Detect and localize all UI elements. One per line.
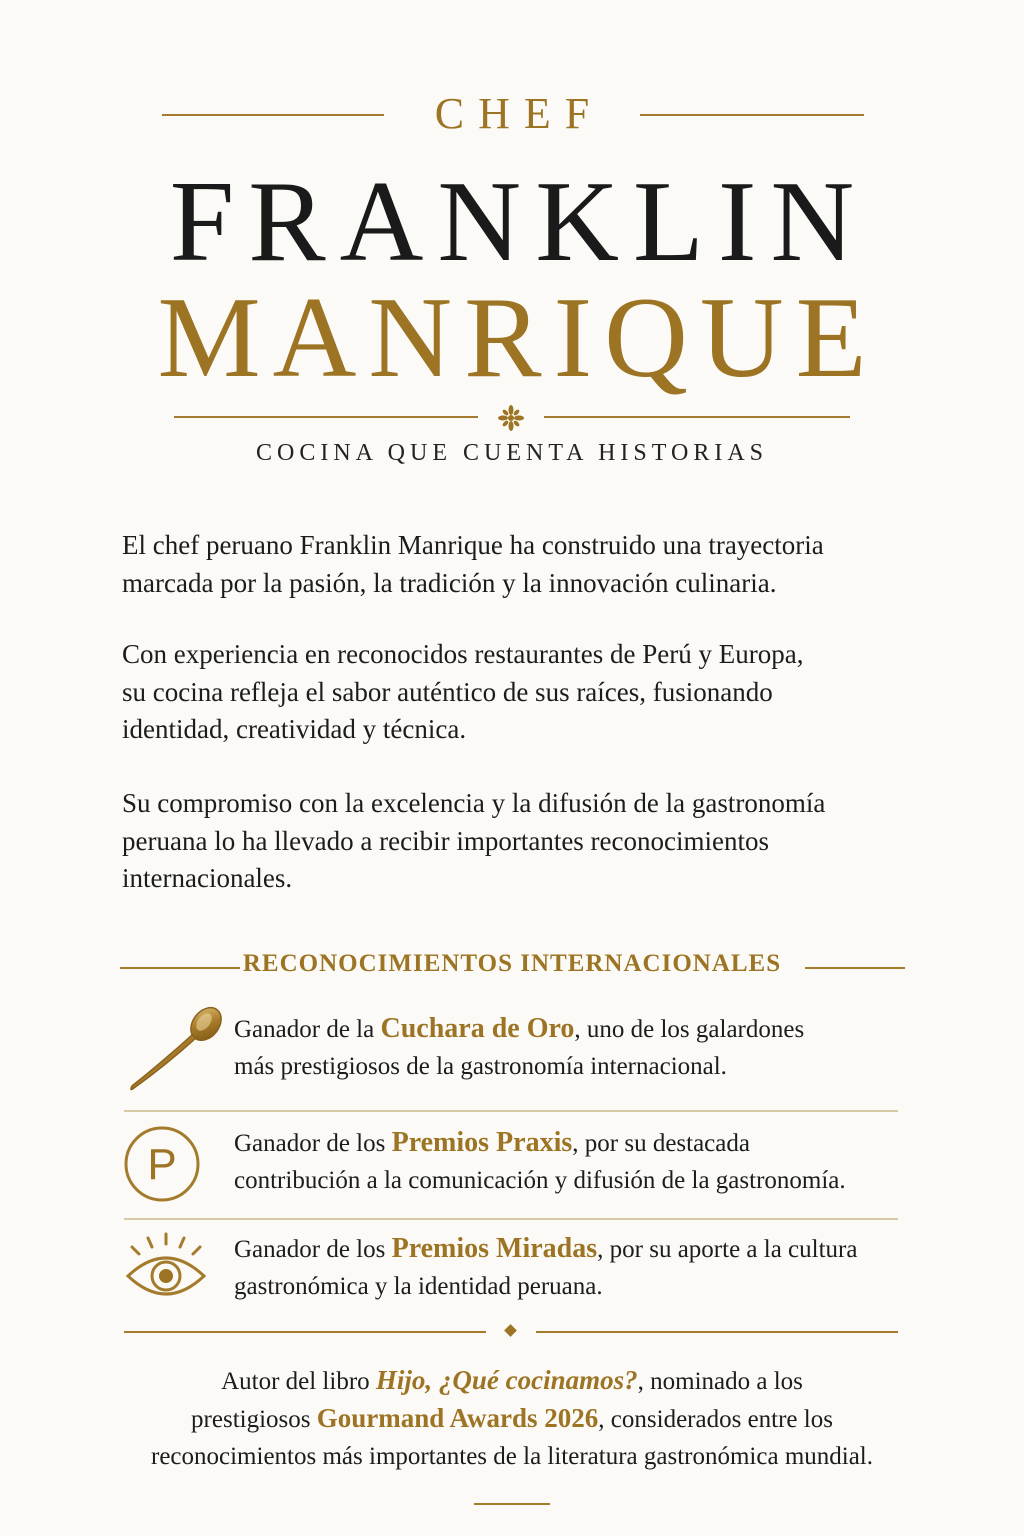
bio-line: El chef peruano Franklin Manrique ha construido una trayectoria	[122, 530, 824, 560]
award-name: Premios Miradas	[391, 1233, 598, 1264]
flourish-icon	[496, 404, 526, 432]
book-note-line-2	[100, 1400, 924, 1438]
awards-heading: RECONOCIMIENTOS INTERNACIONALES	[242, 950, 782, 977]
bio-line: su cocina refleja el sabor auténtico de sus raíces, fusionando	[122, 676, 773, 707]
chef-kicker: CHEF	[434, 89, 604, 138]
award-text	[234, 1010, 904, 1085]
award-text	[234, 1124, 904, 1199]
bio-line: peruana lo ha llevado a recibir importantes reconocimientos	[122, 825, 769, 856]
award-line-1	[234, 1230, 904, 1268]
award-separator	[124, 1110, 898, 1112]
chef-kicker-row	[0, 88, 1024, 138]
award-item-premios-miradas	[120, 1230, 900, 1320]
text-span: Autor del libro	[221, 1368, 376, 1395]
text-span: prestigiosos	[191, 1406, 317, 1433]
spoon-icon	[120, 1004, 230, 1096]
divider-line-right	[536, 1331, 898, 1333]
award-item-premios-praxis	[120, 1124, 900, 1214]
divider-line-right	[805, 967, 905, 969]
divider-line-right	[544, 416, 850, 418]
divider-line-right	[640, 114, 864, 116]
award-line-2: contribución a la comunicación y difusión de la gastronomía.	[234, 1167, 846, 1194]
letter-p-circle-icon	[122, 1124, 202, 1204]
award-line-2: más prestigiosos de la gastronomía internacional.	[234, 1053, 727, 1080]
award-suffix: , uno de los galardones	[574, 1016, 805, 1043]
bio-line: Con experiencia en reconocidos restaurantes de Perú y Europa,	[122, 639, 804, 669]
bio-paragraph-2	[122, 636, 922, 749]
book-note-line-3: reconocimientos más importantes de la literatura gastronómica mundial.	[151, 1443, 873, 1470]
bio-line: identidad, creatividad y técnica.	[122, 714, 467, 744]
eye-icon	[124, 1230, 208, 1306]
ornament-divider	[0, 402, 1024, 432]
award-prefix: Ganador de los	[234, 1236, 392, 1263]
text-span: , considerados entre los	[598, 1406, 833, 1433]
diamond-divider	[0, 1322, 1024, 1342]
book-note-line-1	[100, 1362, 924, 1400]
book-note	[100, 1362, 924, 1475]
award-suffix: , por su aporte a la cultura	[597, 1236, 858, 1263]
bottom-divider	[474, 1503, 550, 1505]
first-name-title: FRANKLIN	[169, 158, 869, 286]
award-item-cuchara-de-oro	[120, 1010, 900, 1100]
bio-line: internacionales.	[122, 863, 293, 893]
bio-paragraph-1	[122, 527, 922, 602]
bio-line: marcada por la pasión, la tradición y la innovación culinaria.	[122, 567, 777, 598]
bio-paragraph-3	[122, 785, 922, 898]
bio-line: Su compromiso con la excelencia y la difusión de la gastronomía	[122, 788, 826, 818]
text-span: , nominado a los	[637, 1368, 803, 1395]
award-name: Gourmand Awards 2026	[316, 1403, 599, 1433]
award-prefix: Ganador de los	[234, 1130, 392, 1157]
divider-line-left	[174, 416, 478, 418]
award-separator	[124, 1218, 898, 1220]
award-name: Premios Praxis	[391, 1127, 573, 1158]
award-line-1	[234, 1124, 904, 1162]
svg-text:P: P	[147, 1140, 177, 1189]
award-name: Cuchara de Oro	[380, 1013, 575, 1044]
book-title: Hijo, ¿Qué cocinamos?	[375, 1365, 638, 1395]
award-prefix: Ganador de la	[234, 1016, 381, 1043]
diamond-icon	[504, 1324, 517, 1337]
award-line-1	[234, 1010, 904, 1048]
last-name-title: MANRIQUE	[157, 274, 879, 402]
award-text	[234, 1230, 904, 1305]
award-line-2: gastronómica y la identidad peruana.	[234, 1273, 603, 1300]
tagline: COCINA QUE CUENTA HISTORIAS	[256, 440, 768, 466]
award-suffix: , por su destacada	[572, 1130, 750, 1157]
divider-line-left	[124, 1331, 486, 1333]
awards-heading-row	[0, 950, 1024, 990]
